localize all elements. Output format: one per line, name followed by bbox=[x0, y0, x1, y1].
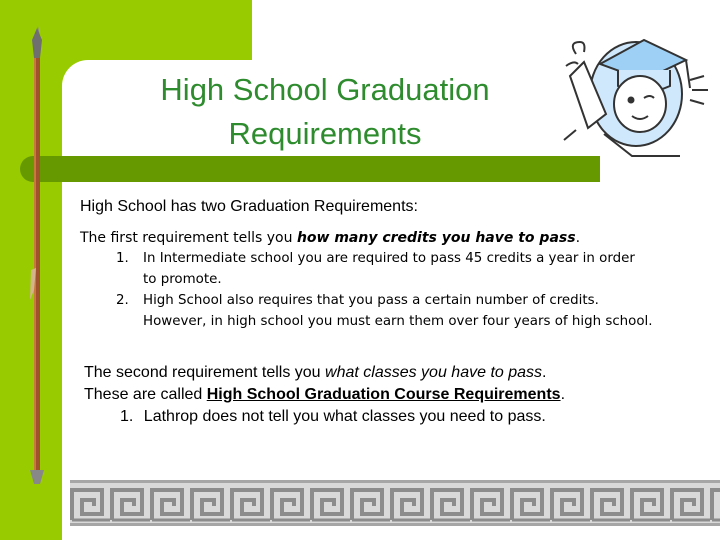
second-requirement-line2-lead: These are called bbox=[84, 386, 207, 403]
list-item-number: 1. bbox=[120, 408, 134, 425]
list-item-line: In Intermediate school you are required to pass 45 credits a year in order bbox=[143, 251, 635, 266]
second-requirement-line2-trail: . bbox=[560, 386, 566, 403]
title-underline-bar bbox=[20, 156, 600, 182]
first-requirement-intro bbox=[80, 228, 580, 249]
second-requirement-emphasis: what classes you have to pass bbox=[325, 364, 543, 381]
list-item-number: 1. bbox=[116, 251, 129, 266]
list-item-number: 2. bbox=[116, 293, 129, 308]
second-requirement-list-item bbox=[120, 406, 546, 428]
first-requirement-lead: The first requirement tells you bbox=[80, 230, 297, 246]
list-item-line: High School also requires that you pass a certain number of credits. bbox=[143, 293, 599, 308]
list-item-line: to promote. bbox=[143, 272, 222, 287]
course-requirements-link[interactable]: High School Graduation Course Requirements bbox=[206, 386, 561, 403]
list-item bbox=[116, 290, 703, 332]
title-line-2: Requirements bbox=[228, 116, 422, 151]
graduate-icon bbox=[540, 10, 712, 160]
slide-title bbox=[110, 68, 540, 156]
second-requirement-lead: The second requirement tells you bbox=[84, 364, 326, 381]
second-requirement-trail: . bbox=[542, 364, 547, 381]
second-requirement-line-2 bbox=[84, 384, 565, 406]
greek-key-border bbox=[70, 480, 720, 526]
first-requirement-list bbox=[116, 248, 703, 332]
first-requirement-trail: . bbox=[575, 230, 581, 246]
list-item-line: However, in high school you must earn them over four years of high school. bbox=[143, 314, 653, 329]
title-line-1: High School Graduation bbox=[160, 72, 490, 107]
second-requirement-block bbox=[84, 362, 565, 406]
list-item bbox=[116, 248, 703, 290]
first-requirement-emphasis: how many credits you have to pass bbox=[296, 230, 576, 246]
second-requirement-line-1 bbox=[84, 362, 565, 384]
decorative-pole-icon bbox=[0, 0, 72, 540]
list-item-text: Lathrop does not tell you what classes you need to pass. bbox=[143, 408, 546, 425]
section-heading: High School has two Graduation Requirements: bbox=[80, 198, 418, 215]
